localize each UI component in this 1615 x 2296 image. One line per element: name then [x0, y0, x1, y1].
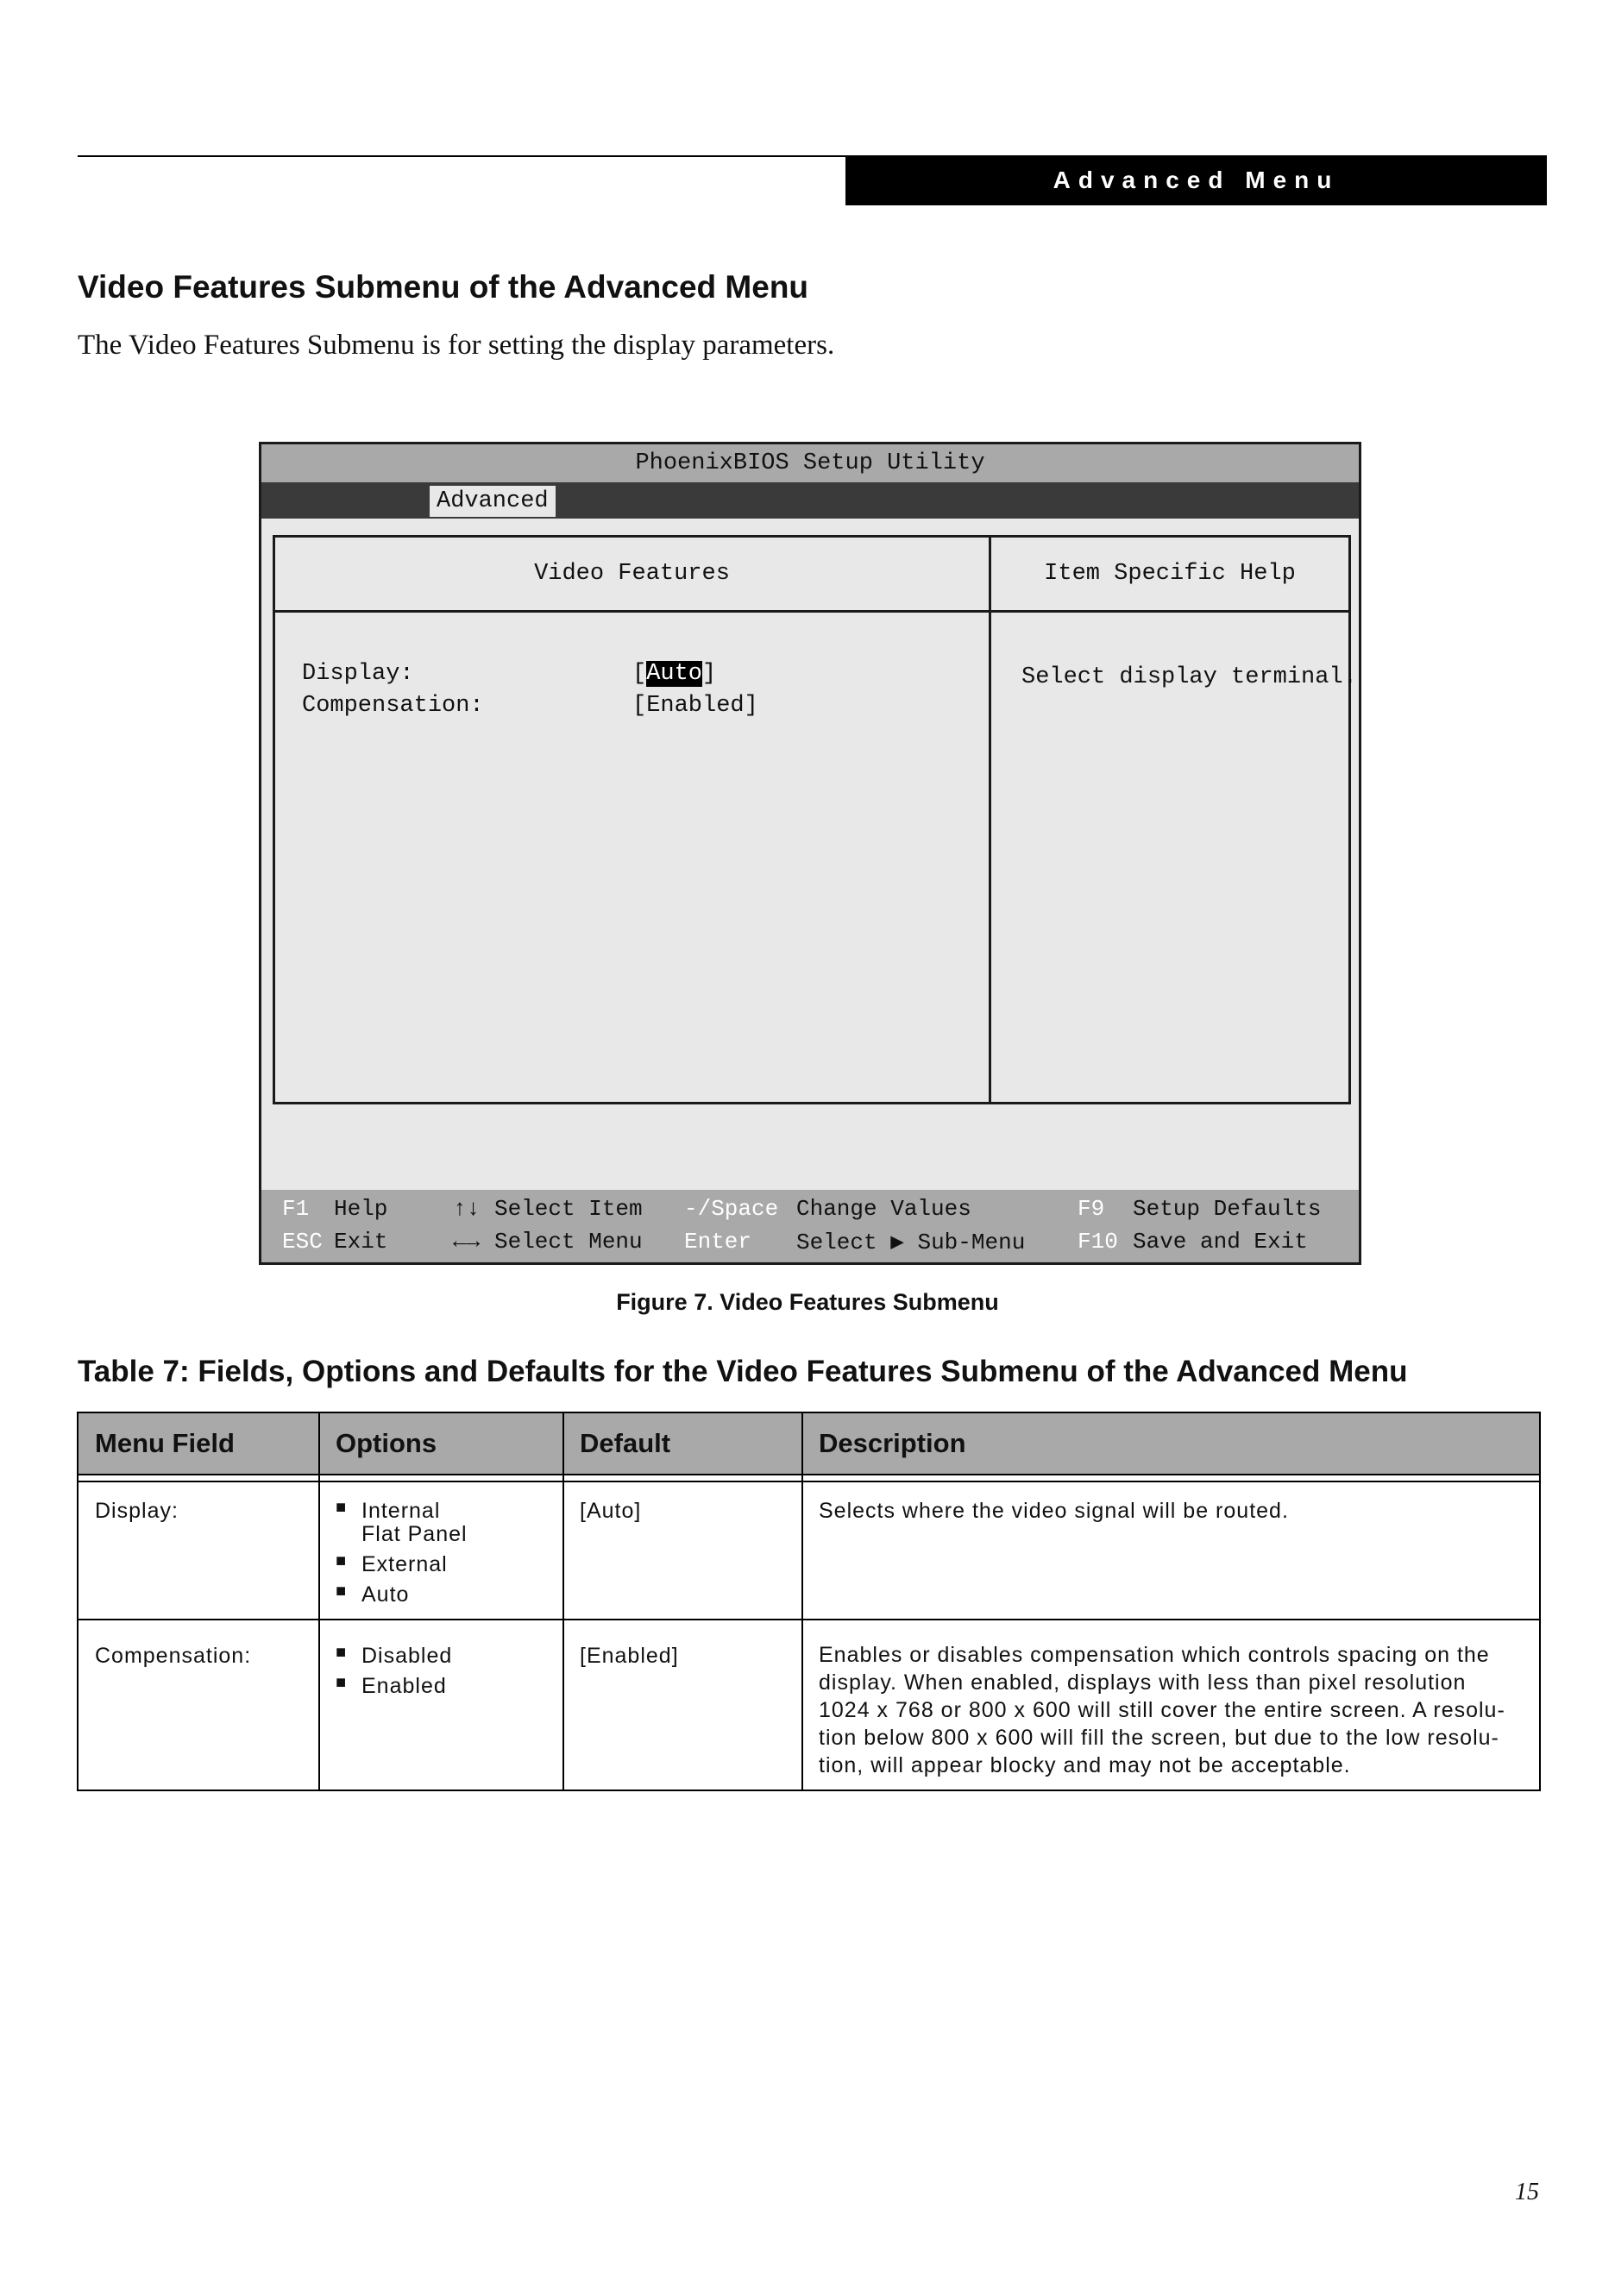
table-title: Table 7: Fields, Options and Defaults for the Video Features Submenu of the Advanced Menu	[78, 1355, 1408, 1388]
section-intro: The Video Features Submenu is for setting the display parameters.	[78, 330, 835, 361]
key-esc-label: Exit	[334, 1229, 388, 1255]
panel-title-item-help: Item Specific Help	[1044, 561, 1296, 587]
row-display-default: [Auto]	[580, 1499, 642, 1523]
save-exit-label: Save and Exit	[1133, 1229, 1308, 1255]
select-item-label: Select Item	[494, 1196, 643, 1222]
panel-divider-horizontal	[275, 610, 1348, 613]
col-divider	[318, 1413, 320, 1790]
figure-caption: Figure 7. Video Features Submenu	[616, 1289, 999, 1315]
bios-item-display-label: Display:	[302, 661, 414, 687]
header-menu-field: Menu Field	[95, 1428, 235, 1458]
option-item: ■ Enabled	[336, 1671, 452, 1702]
row-compensation-default: [Enabled]	[580, 1644, 679, 1668]
description-line: tion, will appear blocky and may not be acceptable.	[819, 1753, 1351, 1777]
option-item-continued: Flat Panel	[361, 1522, 468, 1546]
description-line: 1024 x 768 or 800 x 600 will still cover the entire screen. A resolu-	[819, 1698, 1505, 1722]
section-label: Advanced Menu	[1053, 167, 1340, 193]
key-enter: Enter	[684, 1229, 752, 1255]
header-options: Options	[336, 1428, 437, 1458]
bios-footer	[261, 1190, 1359, 1262]
header-separator	[79, 1474, 1539, 1482]
table-header	[79, 1413, 1539, 1474]
col-divider	[562, 1413, 564, 1790]
bios-item-compensation-label: Compensation:	[302, 693, 484, 719]
options-table	[77, 1412, 1541, 1791]
help-text: Select display terminal.	[1021, 664, 1357, 690]
section-title: Video Features Submenu of the Advanced Menu	[78, 269, 809, 305]
select-submenu-label: Select ▶ Sub-Menu	[796, 1230, 1026, 1255]
bracket-close: ]	[702, 661, 717, 687]
description-line: display. When enabled, displays with less than pixel resolution	[819, 1670, 1467, 1695]
header-default: Default	[580, 1428, 671, 1458]
leftright-arrows-icon: ←→	[453, 1229, 481, 1255]
bios-menu-bar	[261, 482, 1359, 519]
description-line: tion below 800 x 600 will fill the screen, but due to the low resolu-	[819, 1726, 1499, 1750]
bios-item-display-value[interactable]	[632, 661, 716, 687]
bios-title: PhoenixBIOS Setup Utility	[635, 450, 985, 476]
option-item: ■ Internal	[336, 1496, 468, 1526]
selected-value: Auto	[646, 661, 703, 687]
bios-screen	[259, 442, 1361, 1265]
row-divider	[79, 1619, 1539, 1620]
change-values-label: Change Values	[796, 1196, 971, 1222]
header-rule	[78, 155, 845, 157]
tab-advanced[interactable]: Advanced	[430, 486, 556, 517]
option-item: ■ Auto	[336, 1580, 468, 1610]
panel-divider-vertical	[989, 538, 991, 1102]
bios-title-bar	[261, 444, 1359, 482]
description-line: Enables or disables compensation which controls spacing on the	[819, 1643, 1490, 1667]
col-divider	[801, 1413, 803, 1790]
page-number: 15	[1515, 2179, 1539, 2205]
key-f1-label: Help	[334, 1196, 388, 1222]
panel-title-video-features: Video Features	[534, 561, 730, 587]
row-display-description: Selects where the video signal will be routed.	[819, 1499, 1289, 1523]
bracket-open: [	[632, 661, 647, 687]
option-item: ■ External	[336, 1550, 468, 1580]
option-item: ■ Disabled	[336, 1641, 452, 1671]
setup-defaults-label: Setup Defaults	[1133, 1196, 1322, 1222]
key-f1: F1	[282, 1196, 310, 1222]
section-label-banner	[845, 155, 1547, 205]
bios-item-compensation-value[interactable]: [Enabled]	[632, 693, 758, 719]
row-display-field: Display:	[95, 1499, 179, 1523]
updown-arrows-icon: ↑↓	[453, 1196, 481, 1222]
header-description: Description	[819, 1428, 966, 1458]
row-compensation-field: Compensation:	[95, 1644, 252, 1668]
row-display-options	[336, 1496, 468, 1610]
row-compensation-description	[819, 1641, 1505, 1779]
key-f10: F10	[1078, 1229, 1118, 1255]
select-menu-label: Select Menu	[494, 1229, 643, 1255]
bios-panel	[273, 535, 1357, 1104]
key-esc: ESC	[282, 1229, 323, 1255]
key-space: -/Space	[684, 1196, 779, 1222]
key-f9: F9	[1078, 1196, 1105, 1222]
row-compensation-options	[336, 1641, 452, 1702]
